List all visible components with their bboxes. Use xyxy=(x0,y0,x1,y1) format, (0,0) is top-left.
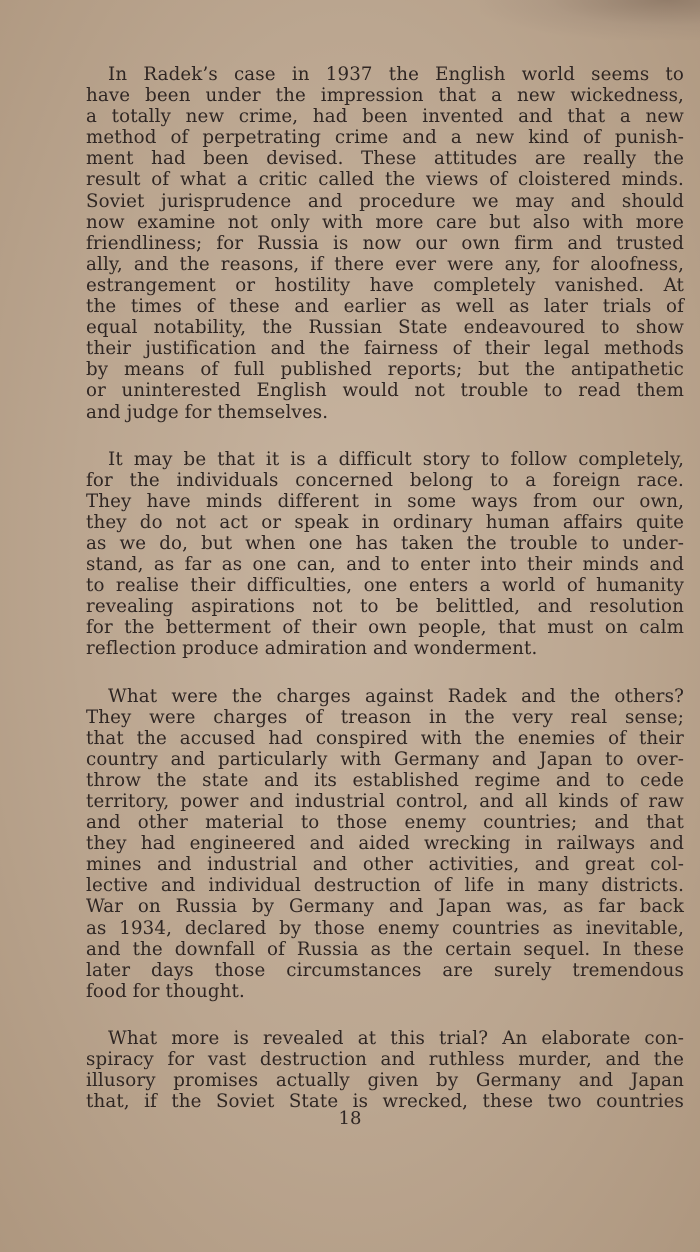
text-line: ally, and the reasons, if there ever were any, for aloofness, xyxy=(86,253,684,275)
text-line: they had engineered and aided wrecking in railways and xyxy=(86,833,684,855)
text-line: They were charges of treason in the very real sense; xyxy=(86,706,684,728)
text-line: or uninterested English would not trouble to read them xyxy=(86,380,684,402)
text-line: What more is revealed at this trial? An elaborate con- xyxy=(108,1027,684,1049)
text-line: In Radek’s case in 1937 the English world seems to xyxy=(108,64,684,85)
page-number: 18 xyxy=(338,1108,362,1129)
paragraph-3 xyxy=(86,686,684,1002)
text-line: that, if the Soviet State is wrecked, these two countries xyxy=(86,1091,684,1113)
text-line: War on Russia by Germany and Japan was, as far back xyxy=(86,896,684,918)
paragraph-1 xyxy=(86,64,684,423)
text-line: ment had been devised. These attitudes are really the xyxy=(86,148,684,170)
text-line: later days those circumstances are surely tremendous xyxy=(86,959,684,981)
text-line: by means of full published reports; but the antipathetic xyxy=(86,359,684,381)
text-line: for the betterment of their own people, that must on calm xyxy=(86,617,684,639)
text-line: country and particularly with Germany and Japan to over- xyxy=(86,748,684,770)
text-line: reflection produce admiration and wonderment. xyxy=(86,638,538,660)
text-line: for the individuals concerned belong to a foreign race. xyxy=(86,469,684,491)
text-line: mines and industrial and other activities, and great col- xyxy=(86,854,684,876)
text-line: result of what a critic called the views of cloistered minds. xyxy=(86,169,684,191)
text-line: territory, power and industrial control, and all kinds of raw xyxy=(86,791,684,812)
text-line: their justification and the fairness of their legal methods xyxy=(86,338,684,360)
text-line: and judge for themselves. xyxy=(86,401,329,423)
text-line: and other material to those enemy countries; and that xyxy=(86,812,684,834)
text-line: the times of these and earlier as well as later trials of xyxy=(86,296,684,318)
paper-stain xyxy=(480,0,700,40)
paragraph-4 xyxy=(86,1028,684,1112)
text-line: throw the state and its established regime and to cede xyxy=(86,769,684,791)
text-line: friendliness; for Russia is now our own firm and trusted xyxy=(86,232,684,254)
text-line: a totally new crime, had been invented and that a new xyxy=(86,106,684,128)
text-line: It may be that it is a difficult story to follow completely, xyxy=(108,448,684,470)
text-line: They have minds different in some ways from our own, xyxy=(86,490,684,512)
text-line: What were the charges against Radek and the others? xyxy=(108,685,684,707)
text-line: stand, as far as one can, and to enter into their minds and xyxy=(86,554,684,576)
text-line: have been under the impression that a new wickedness, xyxy=(86,85,684,107)
text-line: equal notability, the Russian State endeavoured to show xyxy=(86,317,684,339)
text-line: lective and individual destruction of life in many districts. xyxy=(86,875,684,897)
text-line: they do not act or speak in ordinary human affairs quite xyxy=(86,511,684,533)
paragraph-2 xyxy=(86,449,684,660)
text-line: food for thought. xyxy=(86,980,245,1002)
text-line: now examine not only with more care but also with more xyxy=(86,211,684,233)
text-line: Soviet jurisprudence and procedure we may and should xyxy=(86,190,684,212)
text-line: as 1934, declared by those enemy countries as inevitable, xyxy=(86,917,684,939)
text-line: to realise their difficulties, one enters a world of humanity xyxy=(86,575,684,597)
text-line: revealing aspirations not to be belittled, and resolution xyxy=(86,596,684,618)
text-line: spiracy for vast destruction and ruthless murder, and the xyxy=(86,1049,684,1071)
text-line: and the downfall of Russia as the certain sequel. In these xyxy=(86,938,684,960)
text-line: method of perpetrating crime and a new kind of punish- xyxy=(86,127,684,149)
body-text xyxy=(86,64,684,1138)
text-line: that the accused had conspired with the enemies of their xyxy=(86,727,684,749)
text-line: as we do, but when one has taken the trouble to under- xyxy=(86,532,684,554)
text-line: estrangement or hostility have completely vanished. At xyxy=(86,274,684,296)
text-line: illusory promises actually given by Germany and Japan xyxy=(86,1070,684,1092)
